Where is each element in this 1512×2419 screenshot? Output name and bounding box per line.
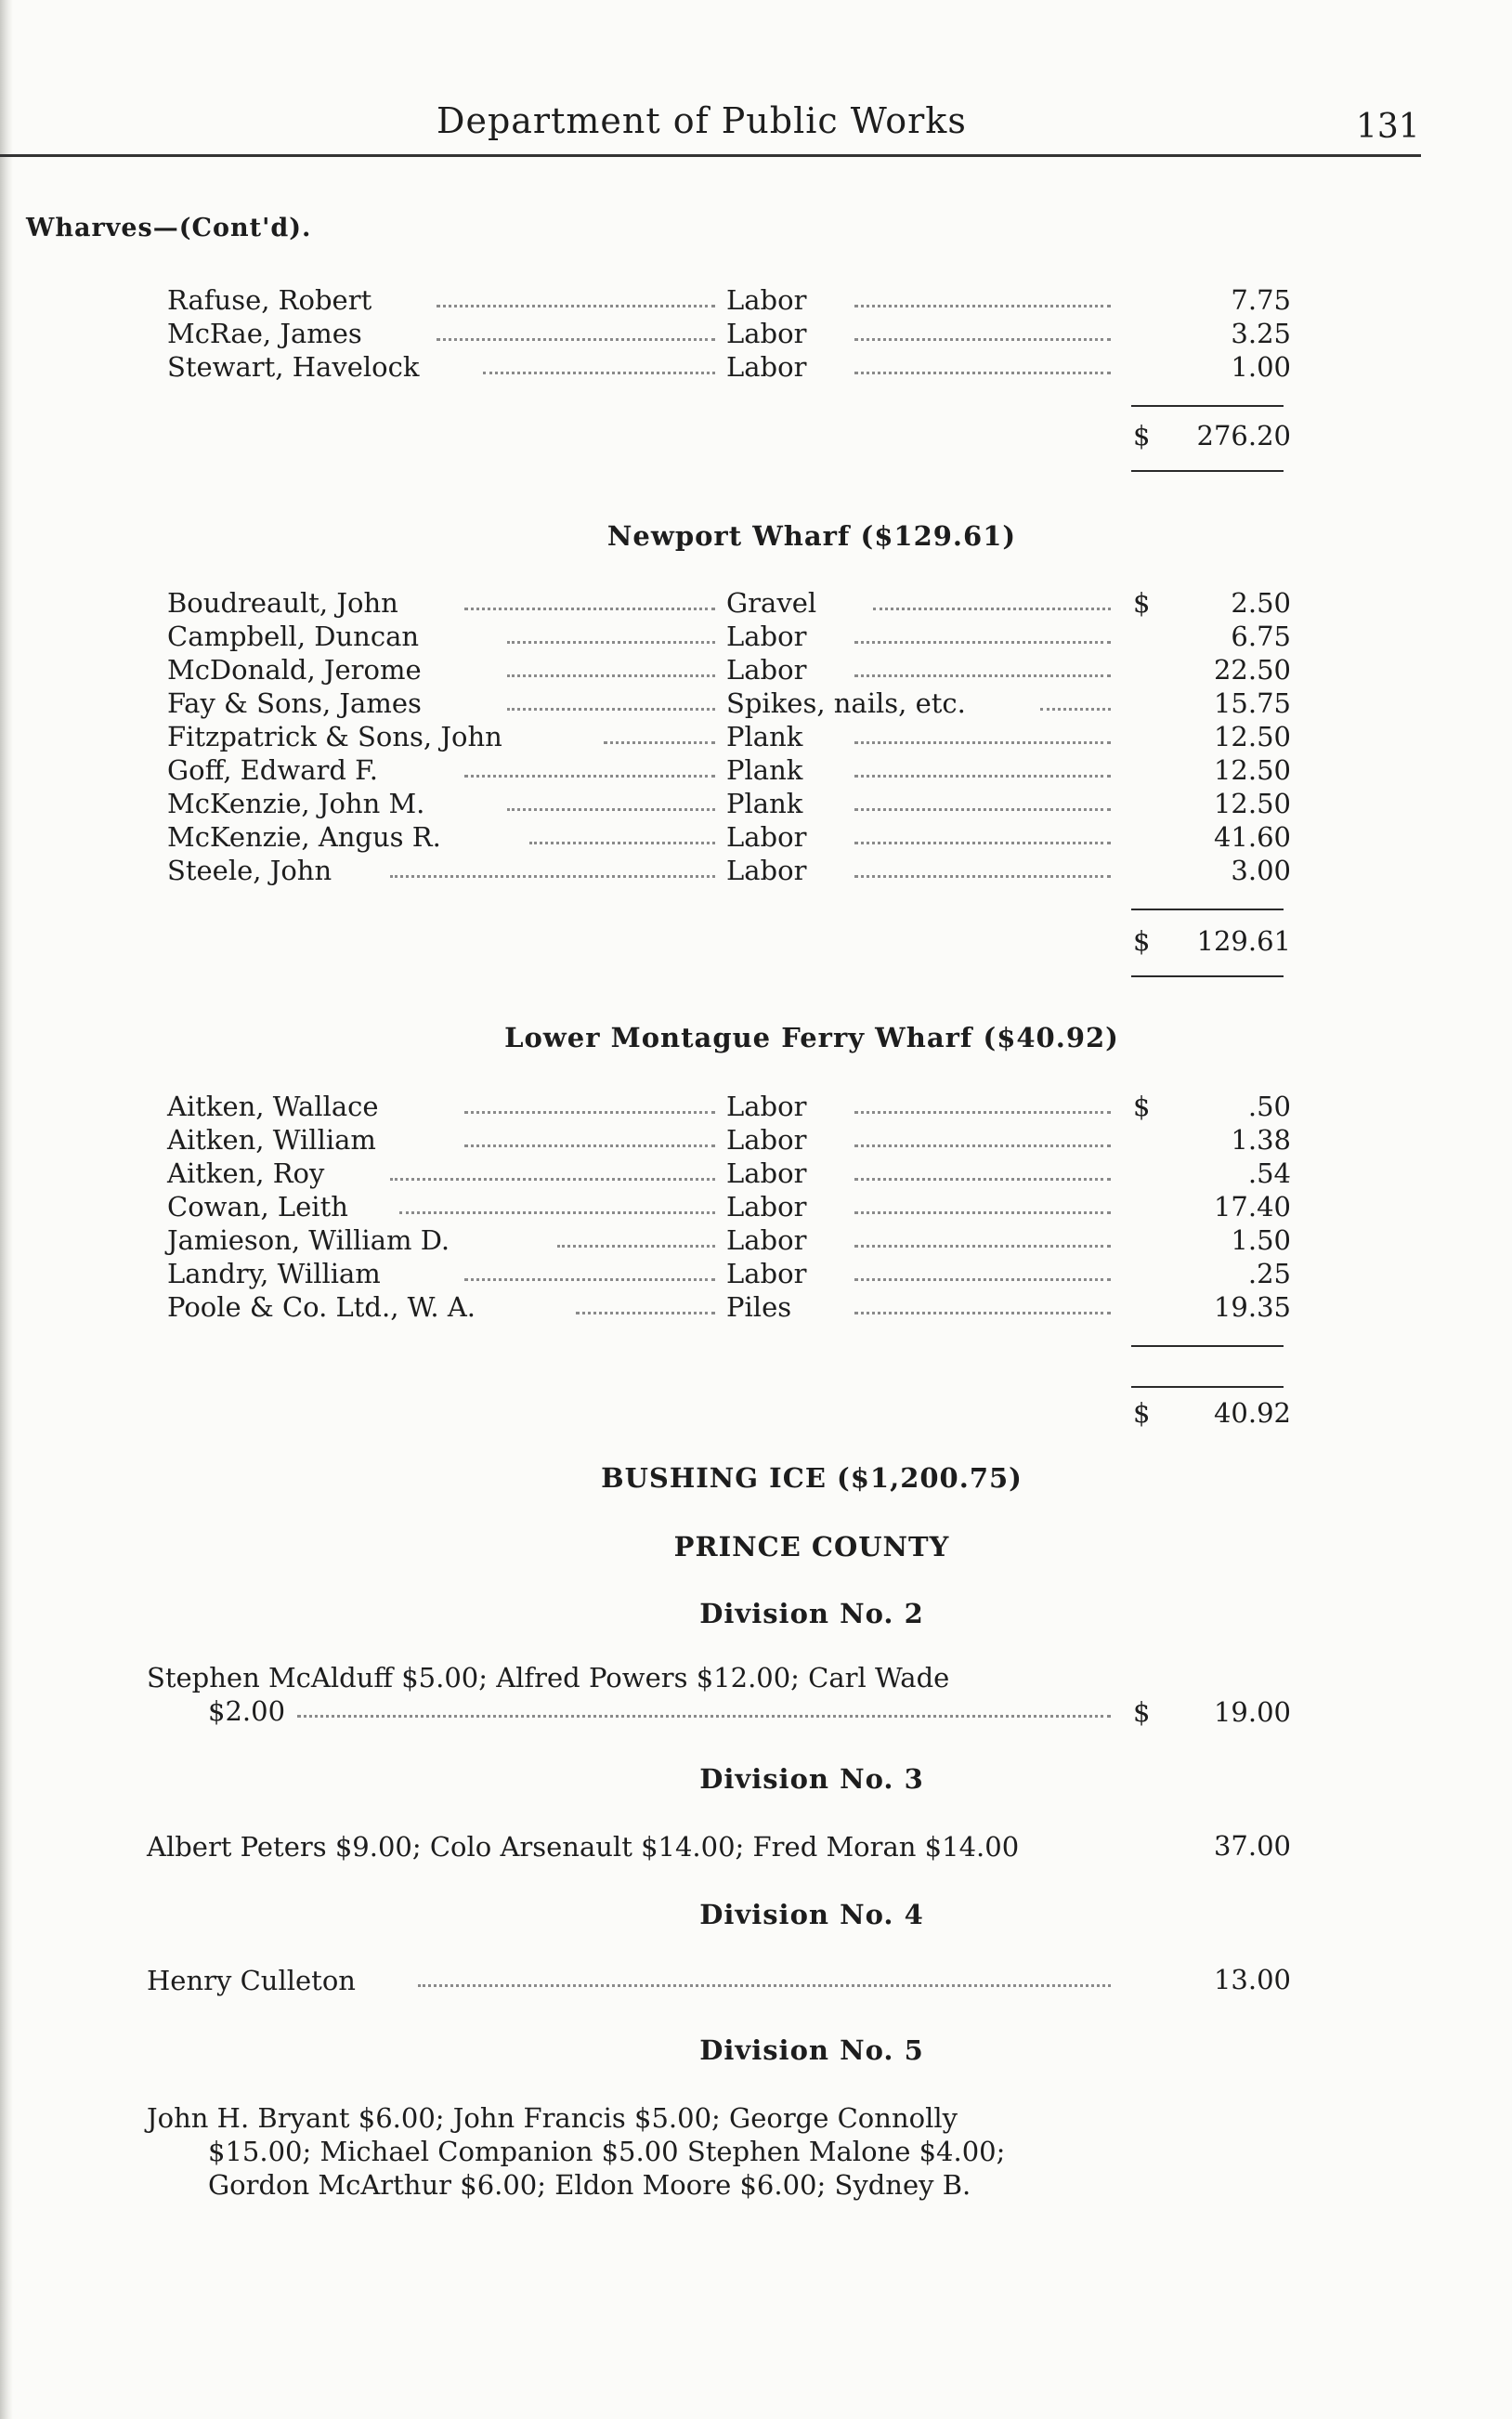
amount: .50 xyxy=(1247,1091,1291,1122)
amount: 22.50 xyxy=(1213,654,1291,686)
item-description: Labor xyxy=(726,821,807,853)
item-description: Spikes, nails, etc. xyxy=(726,687,966,719)
dot-leader xyxy=(854,1312,1111,1314)
table-row xyxy=(0,754,1512,788)
dot-leader xyxy=(464,775,715,778)
entry-line: Henry Culleton xyxy=(147,1965,356,1996)
dot-leader xyxy=(854,674,1111,677)
dot-leader xyxy=(418,1984,1111,1987)
table-row xyxy=(0,621,1512,654)
currency-symbol: $ xyxy=(1133,420,1151,451)
payee-name: Jamieson, William D. xyxy=(167,1224,450,1256)
entry-line: $15.00; Michael Companion $5.00 Stephen Malone $4.00; xyxy=(208,2136,1006,2167)
payee-name: McKenzie, John M. xyxy=(167,788,425,819)
entry-line: $2.00 xyxy=(208,1695,286,1727)
payee-name: Stewart, Havelock xyxy=(167,351,420,383)
dot-leader xyxy=(854,1278,1111,1281)
dot-leader xyxy=(507,708,715,711)
dot-leader xyxy=(1040,708,1111,711)
dot-leader xyxy=(854,338,1111,341)
amount: 6.75 xyxy=(1231,621,1291,652)
item-description: Plank xyxy=(726,754,803,786)
amount: 2.50 xyxy=(1231,587,1291,619)
table-row xyxy=(0,1157,1512,1191)
table-row xyxy=(0,687,1512,721)
division-4-entries xyxy=(147,1964,1150,1997)
table-row xyxy=(0,1124,1512,1157)
item-description: Labor xyxy=(726,1224,807,1256)
section-title-division-5: Division No. 5 xyxy=(699,2034,924,2066)
dot-leader xyxy=(854,372,1111,374)
dot-leader xyxy=(464,1278,715,1281)
division-5-entries xyxy=(147,2101,1150,2202)
payee-name: Fay & Sons, James xyxy=(167,687,422,719)
table-row xyxy=(0,654,1512,687)
section-continued-label: Wharves—(Cont'd). xyxy=(26,214,312,242)
dot-leader xyxy=(390,875,715,878)
section-total xyxy=(0,1397,1512,1431)
item-description: Labor xyxy=(726,621,807,652)
division-2-amount: 19.00 xyxy=(1213,1696,1291,1728)
dot-leader xyxy=(507,641,715,644)
total-amount: 129.61 xyxy=(1196,925,1291,957)
payee-name: Aitken, Wallace xyxy=(167,1091,379,1122)
table-row xyxy=(0,788,1512,821)
total-amount: 40.92 xyxy=(1213,1397,1291,1429)
payee-name: Rafuse, Robert xyxy=(167,284,372,316)
amount: .54 xyxy=(1247,1157,1291,1189)
amount: 1.50 xyxy=(1231,1224,1291,1256)
dot-leader xyxy=(437,338,715,341)
table-row xyxy=(0,1191,1512,1224)
dot-leader xyxy=(854,775,1111,778)
entry-line: Gordon McArthur $6.00; Eldon Moore $6.00; Sydney B. xyxy=(208,2169,971,2201)
subtotal-rule xyxy=(1131,909,1284,910)
item-description: Labor xyxy=(726,1157,807,1189)
amount: 3.25 xyxy=(1231,318,1291,349)
dot-leader xyxy=(529,842,715,844)
amount: 12.50 xyxy=(1213,788,1291,819)
dot-leader xyxy=(854,808,1111,811)
amount: .25 xyxy=(1247,1258,1291,1289)
subtotal-rule xyxy=(1131,1386,1284,1388)
payee-name: Fitzpatrick & Sons, John xyxy=(167,721,502,752)
payee-name: Steele, John xyxy=(167,855,332,886)
dot-leader xyxy=(390,1178,715,1181)
item-description: Labor xyxy=(726,855,807,886)
payee-name: Aitken, William xyxy=(167,1124,376,1156)
amount: 15.75 xyxy=(1213,687,1291,719)
amount: 12.50 xyxy=(1213,754,1291,786)
dot-leader xyxy=(297,1715,1111,1718)
item-description: Labor xyxy=(726,1258,807,1289)
payee-name: Boudreault, John xyxy=(167,587,398,619)
amount: 19.35 xyxy=(1213,1291,1291,1323)
payee-name: Goff, Edward F. xyxy=(167,754,378,786)
payee-name: McRae, James xyxy=(167,318,362,349)
item-description: Labor xyxy=(726,1191,807,1223)
dot-leader xyxy=(854,875,1111,878)
section-title-lower-montague-ferry-wharf: Lower Montague Ferry Wharf ($40.92) xyxy=(504,1022,1119,1053)
division-3-amount: 37.00 xyxy=(1213,1830,1291,1862)
table-row xyxy=(0,855,1512,888)
dot-leader xyxy=(854,1111,1111,1114)
dot-leader xyxy=(854,1245,1111,1248)
table-row xyxy=(0,351,1512,385)
entry-line: Stephen McAlduff $5.00; Alfred Powers $12.00; Carl Wade xyxy=(147,1662,950,1693)
currency-symbol: $ xyxy=(1133,1696,1151,1728)
payee-name: Aitken, Roy xyxy=(167,1157,325,1189)
dot-leader xyxy=(854,1178,1111,1181)
page-number: 131 xyxy=(1356,108,1420,146)
amount: 1.38 xyxy=(1231,1124,1291,1156)
dot-leader xyxy=(854,741,1111,744)
payee-name: McKenzie, Angus R. xyxy=(167,821,441,853)
division-4-amount: 13.00 xyxy=(1213,1964,1291,1995)
payee-name: McDonald, Jerome xyxy=(167,654,422,686)
table-row xyxy=(0,821,1512,855)
dot-leader xyxy=(873,608,1111,610)
subtotal-rule xyxy=(1131,405,1284,407)
item-description: Labor xyxy=(726,351,807,383)
table-row xyxy=(0,1258,1512,1291)
total-amount: 276.20 xyxy=(1196,420,1291,451)
payee-name: Landry, William xyxy=(167,1258,381,1289)
currency-symbol: $ xyxy=(1133,1397,1151,1429)
division-2-entries xyxy=(147,1661,1150,1728)
table-row xyxy=(0,587,1512,621)
item-description: Labor xyxy=(726,1091,807,1122)
dot-leader xyxy=(507,808,715,811)
section-title-prince-county: PRINCE COUNTY xyxy=(673,1531,950,1563)
dot-leader xyxy=(576,1312,715,1314)
payee-name: Campbell, Duncan xyxy=(167,621,420,652)
dot-leader xyxy=(854,1144,1111,1147)
payee-name: Cowan, Leith xyxy=(167,1191,348,1223)
total-rule xyxy=(1131,470,1284,472)
item-description: Plank xyxy=(726,721,803,752)
section-title-newport-wharf: Newport Wharf ($129.61) xyxy=(606,520,1017,552)
payee-name: Poole & Co. Ltd., W. A. xyxy=(167,1291,476,1323)
dot-leader xyxy=(464,608,715,610)
dot-leader xyxy=(399,1211,715,1214)
item-description: Labor xyxy=(726,654,807,686)
dot-leader xyxy=(464,1144,715,1147)
amount: 1.00 xyxy=(1231,351,1291,383)
currency-symbol: $ xyxy=(1133,1091,1151,1122)
table-row xyxy=(0,1091,1512,1124)
section-title-division-2: Division No. 2 xyxy=(699,1598,924,1629)
table-row xyxy=(0,284,1512,318)
subtotal-rule xyxy=(1131,1345,1284,1347)
dot-leader xyxy=(483,372,715,374)
dot-leader xyxy=(557,1245,715,1248)
amount: 41.60 xyxy=(1213,821,1291,853)
item-description: Plank xyxy=(726,788,803,819)
dot-leader xyxy=(464,1111,715,1114)
section-total xyxy=(0,420,1512,453)
currency-symbol: $ xyxy=(1133,925,1151,957)
division-3-entries xyxy=(147,1830,1150,1863)
dot-leader xyxy=(437,305,715,307)
dot-leader xyxy=(854,1211,1111,1214)
item-description: Labor xyxy=(726,1124,807,1156)
table-row xyxy=(0,1224,1512,1258)
currency-symbol: $ xyxy=(1133,587,1151,619)
dot-leader xyxy=(854,641,1111,644)
amount: 3.00 xyxy=(1231,855,1291,886)
table-row xyxy=(0,318,1512,351)
item-description: Piles xyxy=(726,1291,792,1323)
section-title-division-4: Division No. 4 xyxy=(699,1899,924,1930)
header-rule xyxy=(0,154,1421,157)
running-title: Department of Public Works xyxy=(437,100,967,141)
entry-line: Albert Peters $9.00; Colo Arsenault $14.00; Fred Moran $14.00 xyxy=(147,1831,1020,1863)
dot-leader xyxy=(604,741,715,744)
section-title-bushing-ice: BUSHING ICE ($1,200.75) xyxy=(601,1462,1023,1494)
amount: 7.75 xyxy=(1231,284,1291,316)
dot-leader xyxy=(854,842,1111,844)
item-description: Labor xyxy=(726,318,807,349)
section-title-division-3: Division No. 3 xyxy=(699,1763,924,1795)
total-rule xyxy=(1131,975,1284,977)
amount: 12.50 xyxy=(1213,721,1291,752)
table-row xyxy=(0,721,1512,754)
dot-leader xyxy=(507,674,715,677)
section-total xyxy=(0,925,1512,959)
dot-leader xyxy=(854,305,1111,307)
item-description: Gravel xyxy=(726,587,817,619)
table-row xyxy=(0,1291,1512,1325)
item-description: Labor xyxy=(726,284,807,316)
amount: 17.40 xyxy=(1213,1191,1291,1223)
entry-line: John H. Bryant $6.00; John Francis $5.00; George Connolly xyxy=(147,2102,958,2134)
